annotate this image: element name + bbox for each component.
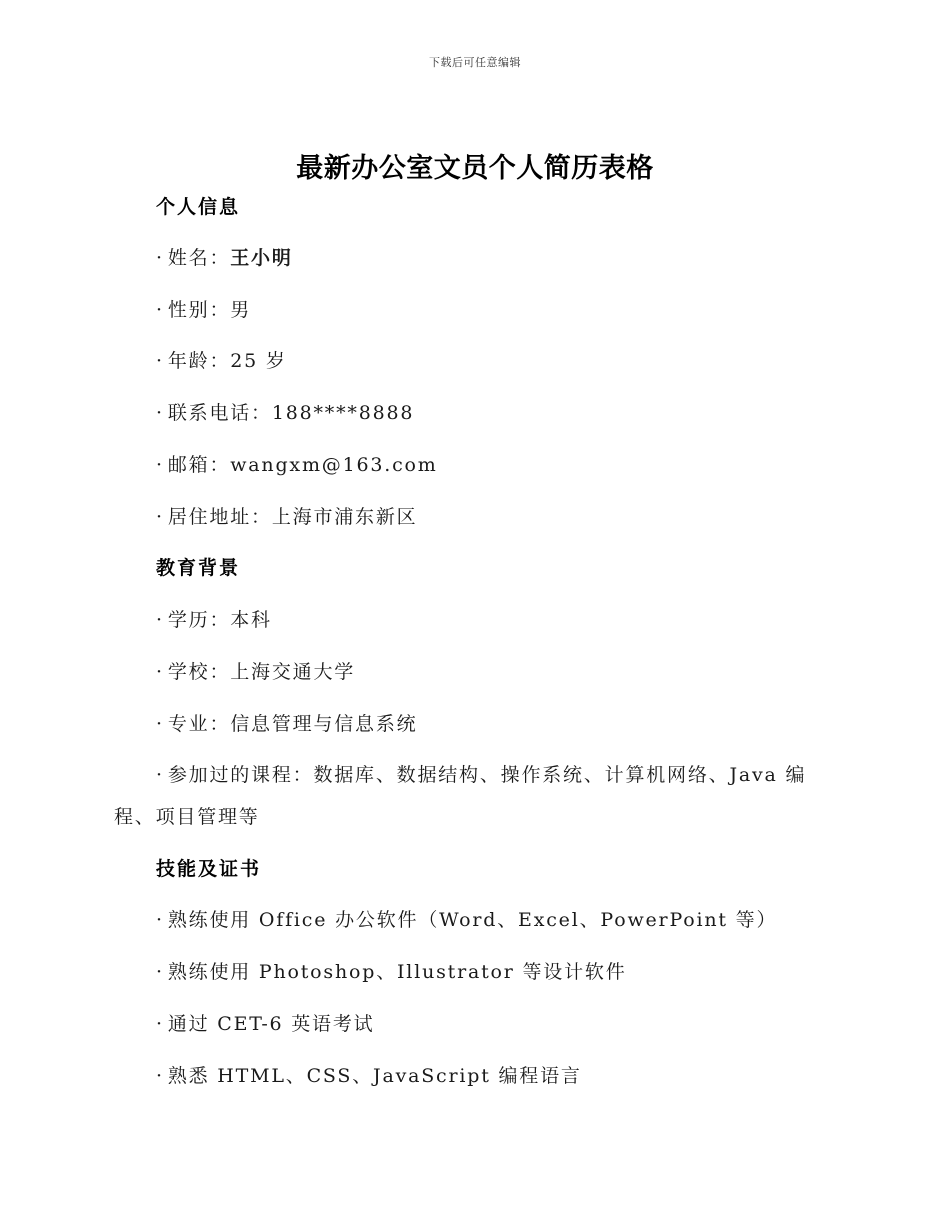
gender-text: 性别：男 (167, 299, 252, 321)
list-item-gender (156, 298, 251, 322)
list-item-email (156, 453, 438, 477)
bullet: · (156, 609, 164, 631)
skill-cet-text: 通过 CET-6 英语考试 (167, 1013, 375, 1035)
bullet: · (156, 299, 164, 321)
bullet: · (156, 661, 164, 683)
school-text: 学校：上海交通大学 (167, 661, 356, 683)
list-item-age (156, 349, 287, 373)
list-item-skill-office (156, 908, 777, 932)
header-note: 下载后可任意编辑 (429, 56, 521, 69)
skill-office-text: 熟练使用 Office 办公软件（Word、Excel、PowerPoint 等） (167, 909, 778, 931)
address-text: 居住地址：上海市浦东新区 (167, 506, 418, 528)
list-item-major (156, 712, 417, 736)
email-text: 邮箱：wangxm@163.com (167, 454, 438, 476)
section-heading-education: 教育背景 (156, 557, 241, 579)
list-item-degree (156, 608, 272, 632)
degree-text: 学历：本科 (167, 609, 272, 631)
list-item-address (156, 505, 417, 529)
age-text: 年龄：25 岁 (167, 350, 287, 372)
skill-design-text: 熟练使用 Photoshop、Illustrator 等设计软件 (167, 961, 627, 983)
bullet: · (156, 909, 164, 931)
phone-text: 联系电话：188****8888 (167, 402, 415, 424)
section-heading-skills: 技能及证书 (156, 858, 262, 880)
list-item-school (156, 660, 355, 684)
document-title: 最新办公室文员个人简历表格 (296, 153, 654, 184)
bullet: · (156, 1013, 164, 1035)
courses-text-line1: 参加过的课程：数据库、数据结构、操作系统、计算机网络、Java 编 (167, 764, 807, 786)
bullet: · (156, 961, 164, 983)
list-item-skill-web (156, 1064, 582, 1088)
bullet: · (156, 247, 164, 269)
name-label: 姓名： (167, 247, 231, 269)
courses-text-line2: 程、项目管理等 (114, 806, 260, 828)
bullet: · (156, 764, 164, 786)
bullet: · (156, 350, 164, 372)
list-item-courses (156, 763, 806, 787)
bullet: · (156, 1065, 164, 1087)
major-text: 专业：信息管理与信息系统 (167, 713, 418, 735)
skill-web-text: 熟悉 HTML、CSS、JavaScript 编程语言 (167, 1065, 582, 1087)
bullet: · (156, 454, 164, 476)
list-item-skill-cet (156, 1012, 374, 1036)
section-heading-personal: 个人信息 (156, 196, 241, 218)
bullet: · (156, 506, 164, 528)
list-item-phone (156, 401, 414, 425)
bullet: · (156, 402, 164, 424)
list-item-skill-design (156, 960, 627, 984)
bullet: · (156, 713, 164, 735)
name-value: 王小明 (230, 247, 293, 269)
list-item-name (156, 246, 293, 270)
